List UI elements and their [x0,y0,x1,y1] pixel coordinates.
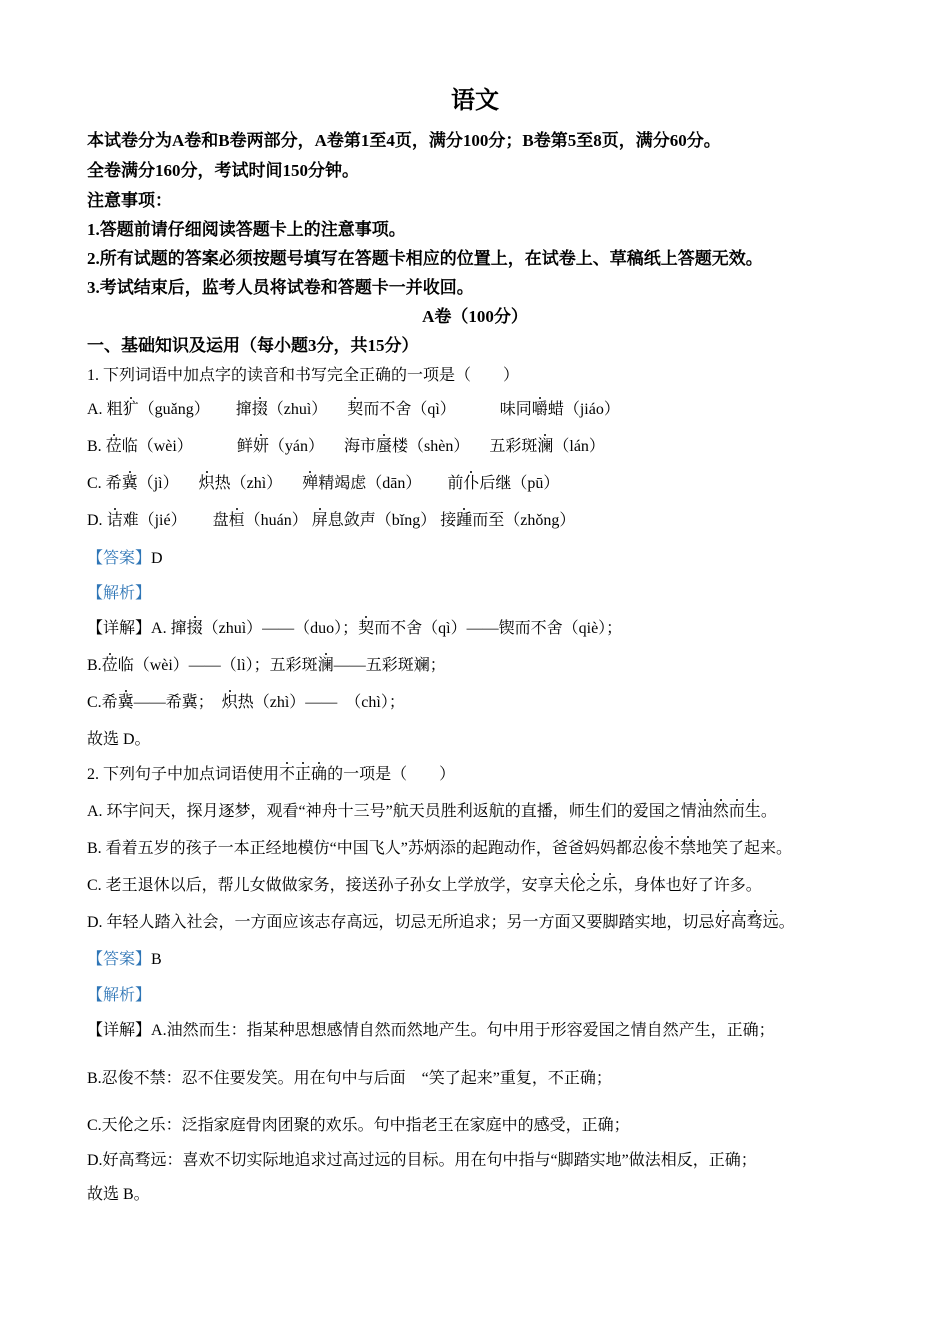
emphasis-dot-char: 蜃 [375,438,392,455]
emphasis-dot-char: 炽 [198,475,215,492]
q1-option-d: D. 诘难（jié） 盘桓（huán） 屏息敛声（bǐng） 接踵而至（zhǒng） [87,512,576,529]
q1-detail-line-3: C.希冀——希冀； 炽热（zhì）—— （chì）； [87,694,405,711]
q2-detail-line-3: C.天伦之乐：泛指家庭骨肉团聚的欢乐。句中指老王在家庭中的感受，正确； [87,1117,630,1134]
q1-answer [87,549,163,569]
q1-option-b: B. 莅临（wèi） 鲜妍（yán） 海市蜃楼（shèn） 五彩斑澜（lán） [87,438,605,455]
emphasis-dot-text: 好高骛远 [714,914,779,931]
emphasis-dot-char: 诘 [106,512,123,529]
intro-line-1: 本试卷分为A卷和B卷两部分，A卷第1至4页，满分100分；B卷第5至8页，满分60分。 [87,131,721,150]
answer-value: D [151,550,163,567]
emphasis-dot-char: 仆 [463,475,480,492]
notes-heading: 注意事项： [87,191,172,210]
q2-answer [87,950,162,970]
answer-tag: 【答案】 [87,550,152,567]
q2-analysis-tag: 【解析】 [87,987,152,1004]
emphasis-dot-text: 忍俊不禁 [631,840,696,857]
q2-detail-line-4: D.好高骛远：喜欢不切实际地追求过高过远的目标。用在句中指与“脚踏实地”做法相反，正确； [87,1152,757,1169]
emphasis-dot-char: 澜 [317,657,334,674]
emphasis-dot-char: 桓 [228,512,245,529]
q2-option-a: A. 环宇问天，探月逐梦，观看“神舟十三号”航天员胜利返航的直播，师生们的爱国之情油然而生。 [87,803,777,820]
emphasis-dot-text: 不正确 [279,766,328,783]
emphasis-dot-char: 踵 [456,512,473,529]
detail-tag: 【详解】 [87,1022,152,1039]
q1-detail-line-2: B.莅临（wèi）——（lì）；五彩斑澜——五彩斑斓； [87,657,446,674]
q2-option-c: C. 老王退休以后，帮儿女做做家务，接送孙子孙女上学放学，安享天伦之乐，身体也好了许多。 [87,877,762,894]
emphasis-dot-char: 妍 [252,438,269,455]
q2-detail-line-1: 【详解】A.油然而生：指某种思想感情自然而然地产生。句中用于形容爱国之情自然产生，正确； [87,1022,775,1039]
q2-stem: 2. 下列句子中加点词语使用不正确的一项是（ ） [87,766,456,783]
answer-tag: 【答案】 [87,951,152,968]
emphasis-dot-char: 契 [358,620,375,637]
q2-conclusion: 故选 B。 [87,1186,150,1203]
q2-detail-line-2: B.忍俊不禁：忍不住要发笑。用在句中与后面 “笑了起来”重复，不正确； [87,1070,612,1087]
emphasis-dot-char: 犷 [122,401,139,418]
document-title: 语文 [451,88,499,114]
q2-option-b: B. 看着五岁的孩子一本正经地模仿“中国飞人”苏炳添的起跑动作，爸爸妈妈都忍俊不禁地笑了起来。 [87,840,792,857]
section-a-title: A卷（100分） [422,307,528,326]
detail-tag: 【详解】 [87,620,152,637]
emphasis-dot-char: 澜 [537,438,554,455]
note-3: 3.考试结束后，监考人员将试卷和答题卡一并收回。 [87,278,474,297]
q2-option-d: D. 年轻人踏入社会，一方面应该志存高远，切忌无所追求；另一方面又要脚踏实地，切忌好高骛远。 [87,914,795,931]
emphasis-dot-char: 莅 [101,657,118,674]
q1-stem: 1. 下列词语中加点字的读音和书写完全正确的一项是（ ） [87,367,520,384]
q1-analysis-tag: 【解析】 [87,585,152,602]
answer-value: B [151,951,162,968]
emphasis-dot-char: 嚼 [531,401,548,418]
emphasis-dot-char: 炽 [221,694,238,711]
emphasis-dot-char: 莅 [105,438,122,455]
emphasis-dot-char: 冀 [117,694,134,711]
q1-detail-line-1: 【详解】A. 撺掇（zhuì）——（duo）；契而不舍（qì）——锲而不舍（qiè）； [87,620,623,637]
emphasis-dot-char: 冀 [121,475,138,492]
emphasis-dot-char: 契 [347,401,364,418]
q1-option-a: A. 粗犷（guǎng） 撺掇（zhuì） 契而不舍（qì） 味同嚼蜡（jiáo） [87,401,620,418]
part1-title: 一、基础知识及运用（每小题3分，共15分） [87,336,419,355]
intro-line-2: 全卷满分160分，考试时间150分钟。 [87,161,359,180]
emphasis-dot-char: 掇 [186,620,203,637]
emphasis-dot-text: 油然而生 [696,803,761,820]
emphasis-dot-char: 殚 [302,475,319,492]
note-2: 2.所有试题的答案必须按题号填写在答题卡相应的位置上，在试卷上、草稿纸上答题无效。 [87,249,763,268]
emphasis-dot-text: 天伦之乐 [553,877,618,894]
note-1: 1.答题前请仔细阅读答题卡上的注意事项。 [87,220,406,239]
q1-conclusion: 故选 D。 [87,731,151,748]
emphasis-dot-char: 屏 [311,512,328,529]
emphasis-dot-char: 掇 [251,401,268,418]
q1-option-c: C. 希冀（jì） 炽热（zhì） 殚精竭虑（dān） 前仆后继（pū） [87,475,560,492]
